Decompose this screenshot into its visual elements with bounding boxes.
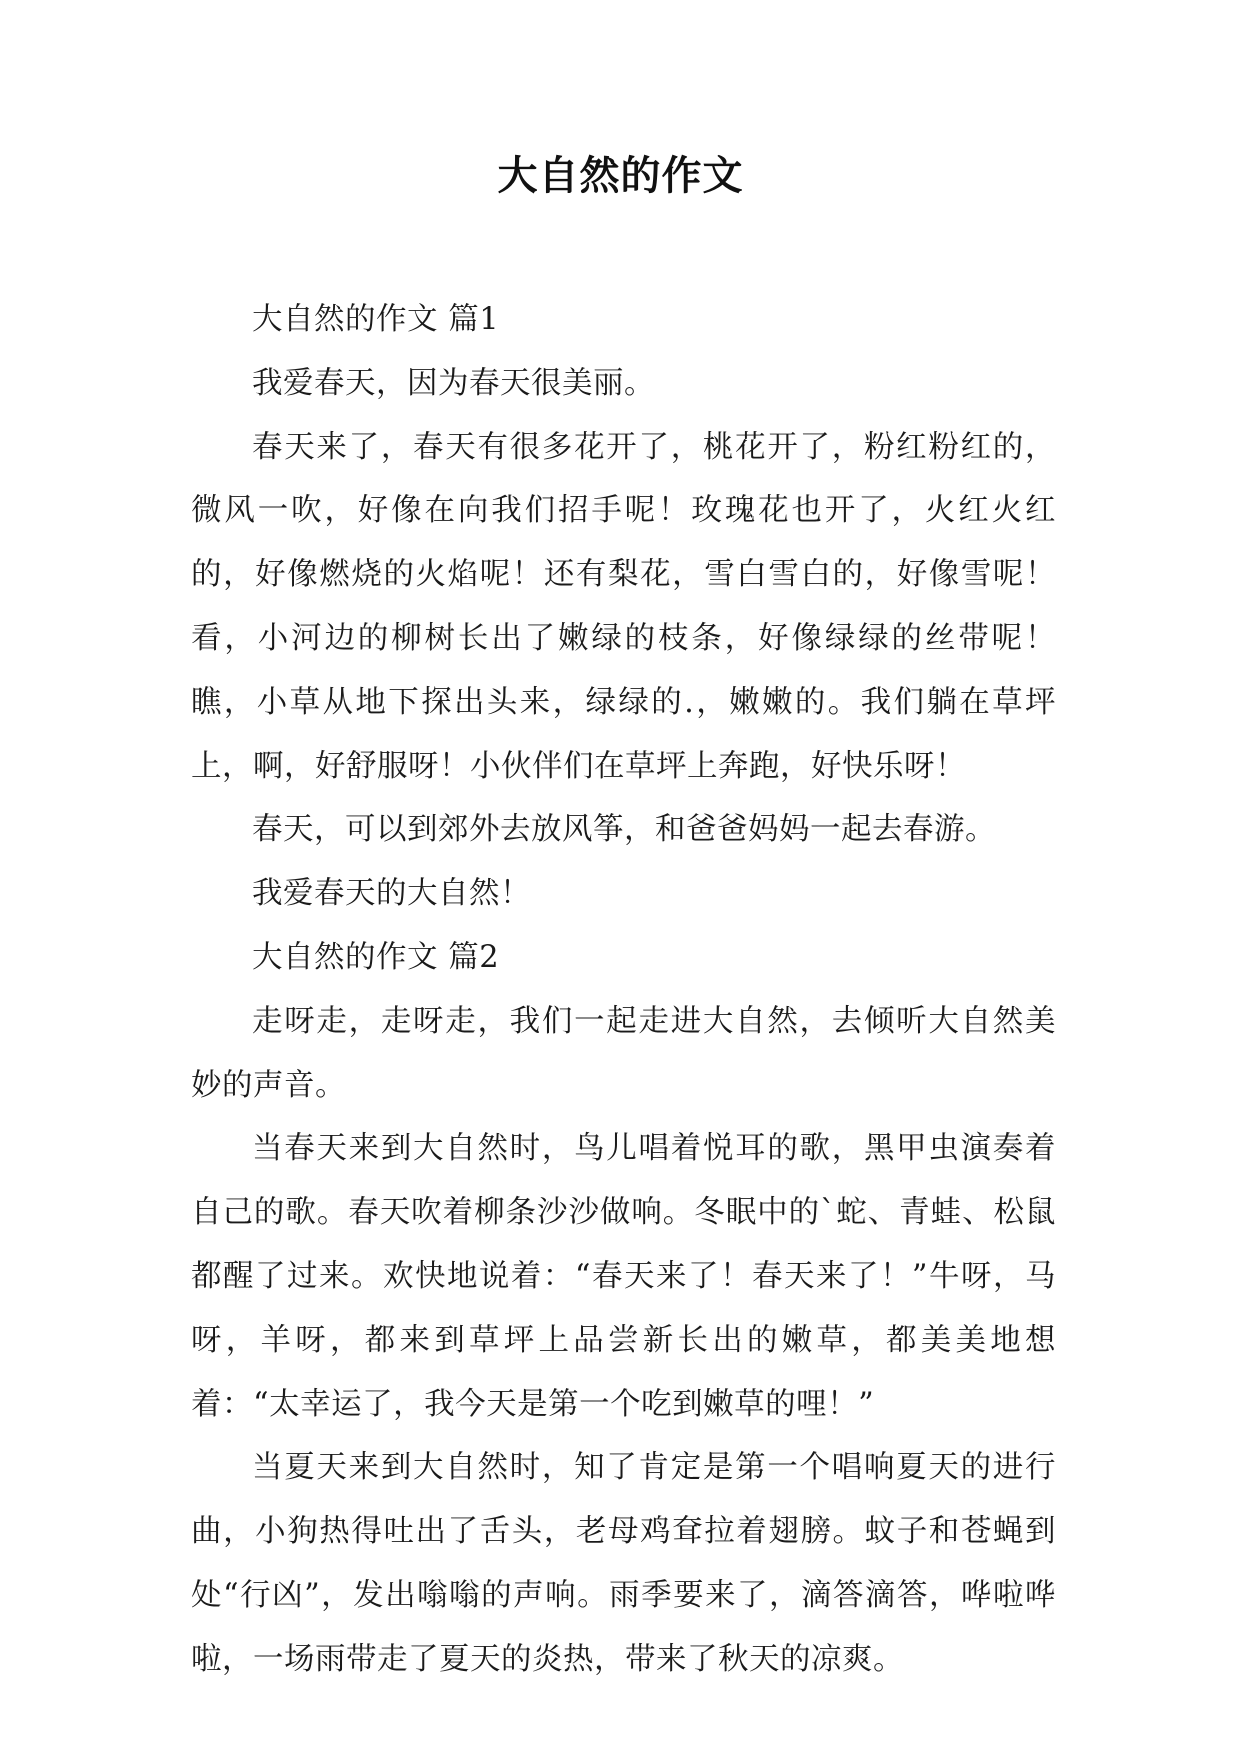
essay-body [191,288,1056,1692]
paragraph: 春天来了，春天有很多花开了，桃花开了，粉红粉红的，微风一吹，好像在向我们招手呢！玫瑰花也开了，火红火红的，好像燃烧的火焰呢！还有梨花，雪白雪白的，好像雪呢！看，小河边的柳树长出了嫩绿的枝条，好像绿绿的丝带呢！瞧，小草从地下探出头来，绿绿的.，嫩嫩的。我们躺在草坪上，啊，好舒服呀！小伙伴们在草坪上奔跑，好快乐呀！ [191,429,1056,784]
paragraph: 当春天来到大自然时，鸟儿唱着悦耳的歌，黑甲虫演奏着自己的歌。春天吹着柳条沙沙做响。冬眠中的`蛇、青蛙、松鼠都醒了过来。欢快地说着：“春天来了！春天来了！”牛呀，马呀，羊呀，都来到草坪上品尝新长出的嫩草，都美美地想着：“太幸运了，我今天是第一个吃到嫩草的哩！” [191,1131,1056,1422]
paragraph: 我爱春天，因为春天很美丽。 [252,365,655,401]
paragraph: 走呀走，走呀走，我们一起走进大自然，去倾听大自然美妙的声音。 [191,1003,1056,1103]
paragraph: 当夏天来到大自然时，知了肯定是第一个唱响夏天的进行曲，小狗热得吐出了舌头，老母鸡耷拉着翅膀。蚊子和苍蝇到处“行凶”，发出嗡嗡的声响。雨季要来了，滴答滴答，哗啦哗啦，一场雨带走了夏天的炎热，带来了秋天的凉爽。 [191,1450,1056,1677]
section-heading-1: 大自然的作文 篇1 [252,302,500,337]
paragraph: 春天，可以到郊外去放风筝，和爸爸妈妈一起去春游。 [252,812,996,848]
page-title: 大自然的作文 [497,153,744,199]
paragraph: 我爱春天的大自然！ [252,876,531,912]
section-heading-2: 大自然的作文 篇2 [252,939,500,975]
